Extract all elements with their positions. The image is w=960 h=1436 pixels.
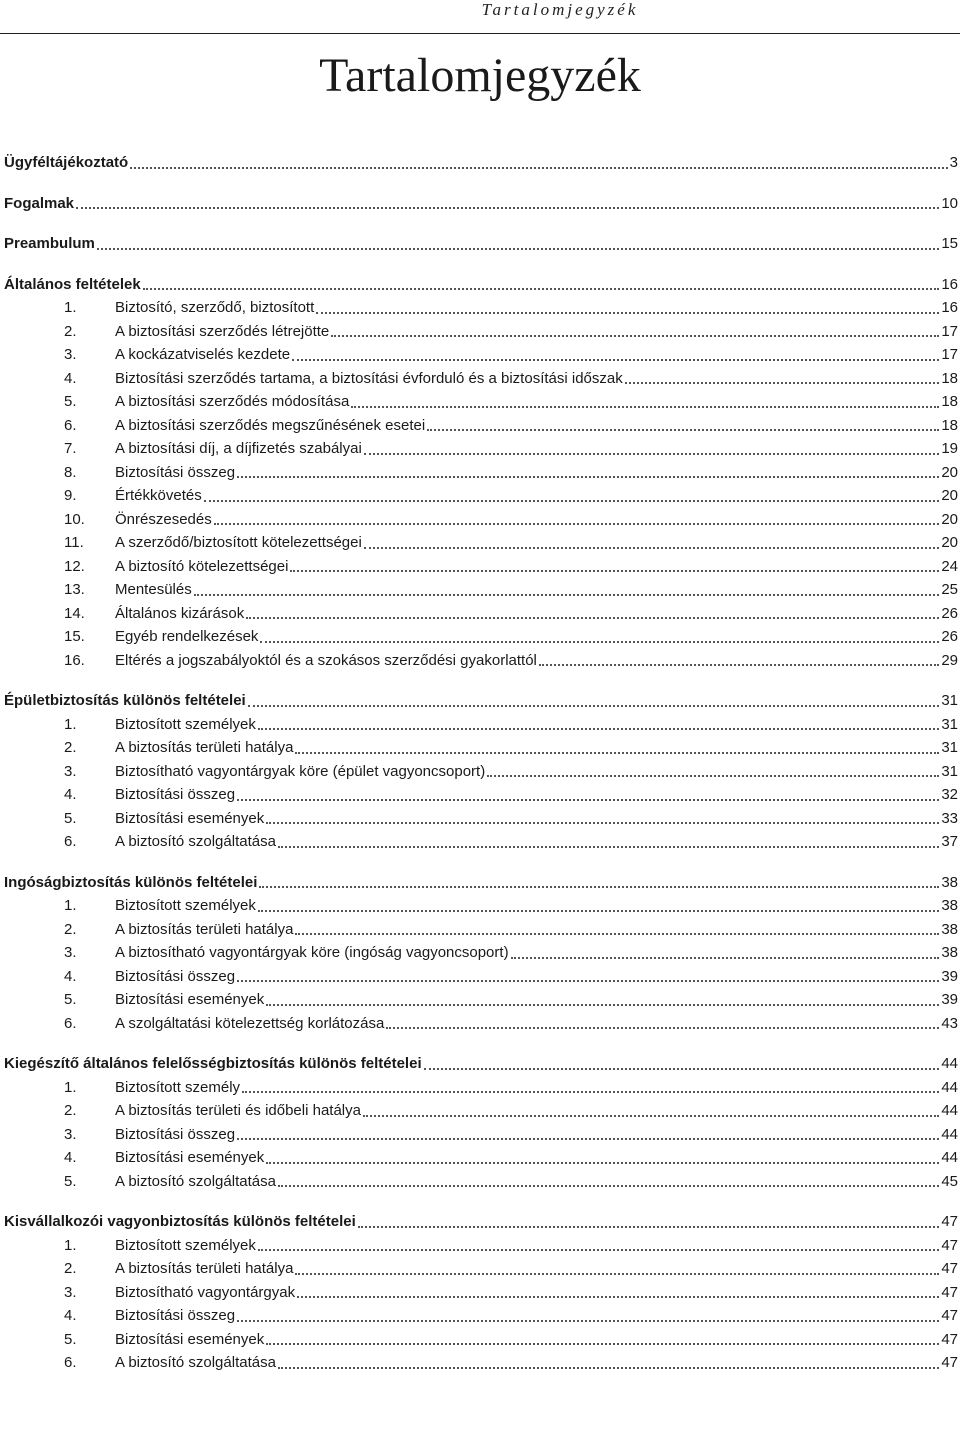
dot-leader	[266, 1004, 939, 1006]
toc-page-number: 26	[941, 628, 958, 645]
toc-entry[interactable]	[4, 367, 958, 391]
toc-section	[4, 1052, 958, 1193]
dot-leader	[331, 335, 939, 337]
toc-page-number: 32	[941, 786, 958, 803]
toc-entry-label: A biztosítható vagyontárgyak köre (ingóság vagyoncsoport)	[115, 944, 509, 961]
toc-page-number: 47	[941, 1213, 958, 1230]
toc-page-number: 18	[941, 416, 958, 434]
toc-page-number: 44	[941, 1078, 958, 1096]
toc-entry-number: 4.	[64, 369, 77, 387]
dot-leader	[266, 1343, 939, 1345]
toc-section-title: Általános feltételek	[4, 275, 141, 293]
dot-leader	[258, 910, 939, 912]
toc-entry-number: 6.	[64, 833, 77, 850]
toc-page-number: 38	[941, 920, 958, 938]
toc-page-number: 25	[941, 581, 958, 598]
toc-section	[4, 871, 958, 1036]
dot-leader	[290, 570, 939, 572]
toc-page-number: 44	[941, 1102, 958, 1119]
toc-entry[interactable]	[4, 531, 958, 555]
toc-entry-label: A biztosítási szerződés megszűnésének esetei	[115, 416, 426, 434]
dot-leader	[364, 453, 940, 455]
toc-entry-number: 5.	[64, 393, 77, 410]
dot-leader	[258, 728, 939, 730]
toc-page-number: 31	[941, 692, 958, 709]
running-header-title: Tartalomjegyzék	[481, 0, 639, 19]
toc-section-heading[interactable]	[4, 151, 958, 175]
toc-page-number: 45	[941, 1172, 958, 1190]
toc-page-number: 43	[941, 1014, 958, 1032]
toc-entry[interactable]	[4, 343, 958, 367]
toc-section-heading[interactable]	[4, 1210, 958, 1234]
toc-entry[interactable]	[4, 1281, 958, 1305]
toc-entry-label: A biztosítási szerződés módosítása	[115, 393, 350, 410]
dot-leader	[194, 594, 940, 596]
toc-entry-label: Biztosítási események	[115, 991, 265, 1008]
toc-entry[interactable]	[4, 830, 958, 854]
toc-entry-number: 2.	[64, 1260, 77, 1277]
toc-entry-number: 1.	[64, 1236, 77, 1254]
toc-section	[4, 151, 958, 175]
toc-entry[interactable]	[4, 783, 958, 807]
toc-page-number: 16	[941, 299, 958, 316]
dot-leader	[204, 500, 940, 502]
toc-page-number: 44	[941, 1149, 958, 1166]
running-header	[0, 0, 960, 34]
toc-entry[interactable]	[4, 602, 958, 626]
toc-entry-label: A biztosítási díj, a díjfizetés szabályai	[115, 440, 362, 457]
dot-leader	[266, 822, 939, 824]
toc-page-number: 38	[941, 873, 958, 891]
dot-leader	[487, 775, 939, 777]
toc-entry-label: A biztosítás területi és időbeli hatálya	[115, 1102, 361, 1119]
dot-leader	[266, 1162, 939, 1164]
dot-leader	[143, 288, 940, 290]
dot-leader	[295, 1273, 939, 1275]
toc-entry-number: 6.	[64, 1354, 77, 1371]
toc-entry-label: Mentesülés	[115, 581, 192, 598]
dot-leader	[278, 1367, 939, 1369]
toc-entry-label: A biztosító kötelezettségei	[115, 557, 289, 575]
dot-leader	[259, 886, 939, 888]
toc-entry-number: 3.	[64, 762, 77, 780]
toc-entry-number: 1.	[64, 1078, 77, 1096]
toc-entry-label: Biztosítható vagyontárgyak köre (épület vagyoncsoport)	[115, 762, 486, 780]
toc-page-number: 24	[941, 557, 958, 575]
toc-entry-number: 5.	[64, 991, 77, 1008]
toc-entry-number: 5.	[64, 809, 77, 827]
toc-entry[interactable]	[4, 1351, 958, 1375]
toc-section	[4, 232, 958, 256]
toc-section-heading[interactable]	[4, 871, 958, 895]
dot-leader	[246, 617, 939, 619]
toc-entry-number: 13.	[64, 581, 85, 598]
toc-entry-number: 4.	[64, 967, 77, 985]
toc-entry[interactable]	[4, 1170, 958, 1194]
dot-leader	[292, 359, 939, 361]
dot-leader	[295, 752, 939, 754]
toc-entry-label: A biztosító szolgáltatása	[115, 833, 276, 850]
toc-entry-number: 3.	[64, 1125, 77, 1143]
dot-leader	[258, 1249, 939, 1251]
toc-entry[interactable]	[4, 941, 958, 965]
toc-entry-label: Biztosító, szerződő, biztosított	[115, 299, 315, 316]
toc-entry[interactable]	[4, 296, 958, 320]
toc-page-number: 47	[941, 1283, 958, 1301]
toc-page-number: 44	[941, 1055, 958, 1072]
toc-entry-number: 5.	[64, 1172, 77, 1190]
toc-entry-label: A kockázatviselés kezdete	[115, 346, 291, 363]
toc-entry-number: 5.	[64, 1330, 77, 1348]
toc-entry-label: Biztosítási események	[115, 1330, 265, 1348]
toc-entry-label: A biztosítási szerződés létrejötte	[115, 322, 330, 340]
toc-entry-label: Biztosítási összeg	[115, 1307, 236, 1324]
dot-leader	[260, 641, 939, 643]
toc-entry[interactable]	[4, 713, 958, 737]
toc-entry[interactable]	[4, 390, 958, 414]
toc-page-number: 20	[941, 487, 958, 504]
toc-page-number: 26	[941, 604, 958, 622]
toc-section	[4, 192, 958, 216]
toc-section-heading[interactable]	[4, 192, 958, 216]
dot-leader	[511, 957, 940, 959]
dot-leader	[351, 406, 939, 408]
toc-entry-number: 6.	[64, 416, 77, 434]
toc-page-number: 33	[941, 809, 958, 827]
dot-leader	[295, 933, 939, 935]
toc-section	[4, 689, 958, 854]
toc-entry-number: 2.	[64, 1102, 77, 1119]
toc-entry-label: Eltérés a jogszabályoktól és a szokásos szerződési gyakorlattól	[115, 651, 537, 669]
dot-leader	[363, 1115, 939, 1117]
toc-entry-number: 1.	[64, 299, 77, 316]
toc-entry[interactable]	[4, 1234, 958, 1258]
dot-leader	[237, 1320, 939, 1322]
toc-entry-number: 12.	[64, 557, 85, 575]
toc-page-number: 39	[941, 991, 958, 1008]
toc-page-number: 20	[941, 463, 958, 481]
toc-entry-label: Biztosítási események	[115, 1149, 265, 1166]
dot-leader	[237, 476, 939, 478]
toc-page-number: 44	[941, 1125, 958, 1143]
toc-entry[interactable]	[4, 414, 958, 438]
toc-entry-label: Biztosítási események	[115, 809, 265, 827]
toc-entry-number: 1.	[64, 897, 77, 914]
toc-entry[interactable]	[4, 461, 958, 485]
dot-leader	[358, 1226, 940, 1228]
dot-leader	[242, 1091, 939, 1093]
toc-page-number: 31	[941, 762, 958, 780]
toc-page-number: 29	[941, 651, 958, 669]
toc-page-number: 20	[941, 510, 958, 528]
toc-entry-number: 6.	[64, 1014, 77, 1032]
toc-entry[interactable]	[4, 1146, 958, 1170]
toc-entry-number: 2.	[64, 322, 77, 340]
toc-section-title: Fogalmak	[4, 194, 75, 212]
toc-entry-label: Biztosított személyek	[115, 897, 256, 914]
toc-page-number: 20	[941, 534, 958, 551]
toc-entry[interactable]	[4, 1012, 958, 1036]
toc-section-heading[interactable]	[4, 1052, 958, 1076]
toc-page-number: 47	[941, 1260, 958, 1277]
dot-leader	[424, 1068, 940, 1070]
dot-leader	[539, 664, 939, 666]
table-of-contents	[4, 151, 958, 1392]
toc-entry[interactable]	[4, 1257, 958, 1281]
toc-entry[interactable]	[4, 1099, 958, 1123]
toc-entry-number: 4.	[64, 786, 77, 803]
toc-section-title: Kisvállalkozói vagyonbiztosítás különös feltételei	[4, 1213, 356, 1230]
toc-page-number: 38	[941, 944, 958, 961]
toc-entry-label: A biztosítás területi hatálya	[115, 920, 294, 938]
toc-entry-label: Biztosítási összeg	[115, 786, 236, 803]
toc-page-number: 18	[941, 393, 958, 410]
toc-section-title: Preambulum	[4, 235, 95, 252]
toc-entry-number: 16.	[64, 651, 85, 669]
toc-entry-label: Biztosítási összeg	[115, 967, 236, 985]
dot-leader	[625, 382, 940, 384]
toc-entry-label: Biztosított személyek	[115, 1236, 256, 1254]
toc-entry[interactable]	[4, 320, 958, 344]
toc-entry-label: Biztosítható vagyontárgyak	[115, 1283, 296, 1301]
toc-page-number: 31	[941, 715, 958, 733]
toc-entry-label: Biztosított személyek	[115, 715, 256, 733]
toc-entry-number: 8.	[64, 463, 77, 481]
dot-leader	[237, 980, 939, 982]
toc-entry-label: A biztosító szolgáltatása	[115, 1354, 276, 1371]
toc-entry-number: 7.	[64, 440, 77, 457]
toc-section-title: Ügyféltájékoztató	[4, 154, 129, 171]
toc-entry-number: 1.	[64, 715, 77, 733]
toc-entry[interactable]	[4, 508, 958, 532]
toc-entry-label: Általános kizárások	[115, 604, 245, 622]
toc-section	[4, 273, 958, 673]
toc-entry-label: Egyéb rendelkezések	[115, 628, 259, 645]
toc-entry[interactable]	[4, 649, 958, 673]
toc-entry-label: Biztosítási összeg	[115, 1125, 236, 1143]
toc-entry-number: 2.	[64, 920, 77, 938]
toc-entry-label: Biztosított személy	[115, 1078, 241, 1096]
toc-entry-label: A biztosítás területi hatálya	[115, 739, 294, 756]
toc-entry[interactable]	[4, 437, 958, 461]
toc-entry[interactable]	[4, 625, 958, 649]
toc-entry-number: 3.	[64, 944, 77, 961]
dot-leader	[130, 167, 947, 169]
toc-entry-label: A biztosítás területi hatálya	[115, 1260, 294, 1277]
toc-page-number: 39	[941, 967, 958, 985]
toc-entry[interactable]	[4, 578, 958, 602]
toc-page-number: 47	[941, 1236, 958, 1254]
toc-section-heading[interactable]	[4, 689, 958, 713]
toc-entry[interactable]	[4, 1304, 958, 1328]
dot-leader	[364, 547, 940, 549]
toc-entry-label: Önrészesedés	[115, 510, 212, 528]
toc-entry[interactable]	[4, 988, 958, 1012]
toc-entry[interactable]	[4, 736, 958, 760]
toc-entry[interactable]	[4, 555, 958, 579]
toc-entry[interactable]	[4, 1123, 958, 1147]
toc-page-number: 47	[941, 1354, 958, 1371]
toc-entry[interactable]	[4, 1328, 958, 1352]
toc-page-number: 15	[941, 235, 958, 252]
toc-page-number: 47	[941, 1330, 958, 1348]
toc-page-number: 17	[941, 322, 958, 340]
toc-entry[interactable]	[4, 894, 958, 918]
toc-entry-number: 15.	[64, 628, 85, 645]
toc-entry-number: 3.	[64, 1283, 77, 1301]
dot-leader	[76, 207, 939, 209]
dot-leader	[214, 523, 940, 525]
dot-leader	[237, 1138, 939, 1140]
dot-leader	[427, 429, 939, 431]
dot-leader	[386, 1027, 939, 1029]
toc-page-number: 38	[941, 897, 958, 914]
toc-page-number: 47	[941, 1307, 958, 1324]
toc-entry-label: Biztosítási szerződés tartama, a biztosítási évforduló és a biztosítási időszak	[115, 369, 623, 387]
toc-entry[interactable]	[4, 484, 958, 508]
toc-section-heading[interactable]	[4, 273, 958, 297]
toc-section-title: Ingóságbiztosítás különös feltételei	[4, 873, 258, 891]
toc-page-number: 17	[941, 346, 958, 363]
toc-entry-number: 3.	[64, 346, 77, 363]
toc-entry-number: 4.	[64, 1149, 77, 1166]
toc-entry-label: Biztosítási összeg	[115, 463, 236, 481]
dot-leader	[278, 846, 939, 848]
toc-entry-label: Értékkövetés	[115, 487, 202, 504]
dot-leader	[248, 705, 940, 707]
toc-entry[interactable]	[4, 807, 958, 831]
dot-leader	[97, 248, 939, 250]
toc-entry-number: 11.	[64, 534, 84, 551]
toc-page-number: 37	[941, 833, 958, 850]
toc-entry-label: A szerződő/biztosított kötelezettségei	[115, 534, 362, 551]
toc-entry[interactable]	[4, 760, 958, 784]
toc-section-title: Kiegészítő általános felelősségbiztosítás különös feltételei	[4, 1055, 422, 1072]
dot-leader	[237, 799, 939, 801]
toc-entry-number: 2.	[64, 739, 77, 756]
toc-page-number: 31	[941, 739, 958, 756]
toc-entry[interactable]	[4, 918, 958, 942]
dot-leader	[297, 1296, 939, 1298]
toc-page-number: 10	[941, 194, 958, 212]
toc-page-number: 19	[941, 440, 958, 457]
toc-entry-number: 14.	[64, 604, 85, 622]
toc-entry-number: 4.	[64, 1307, 77, 1324]
toc-entry[interactable]	[4, 965, 958, 989]
toc-page-number: 3	[949, 154, 958, 171]
toc-entry-label: A szolgáltatási kötelezettség korlátozása	[115, 1014, 385, 1032]
toc-entry[interactable]	[4, 1076, 958, 1100]
toc-entry-number: 10.	[64, 510, 85, 528]
toc-entry-label: A biztosító szolgáltatása	[115, 1172, 276, 1190]
toc-entry-number: 9.	[64, 487, 77, 504]
toc-page-number: 16	[941, 275, 958, 293]
toc-section	[4, 1210, 958, 1375]
toc-page-number: 18	[941, 369, 958, 387]
toc-section-title: Épületbiztosítás különös feltételei	[4, 692, 246, 709]
dot-leader	[316, 312, 939, 314]
page-title: Tartalomjegyzék	[319, 49, 641, 102]
dot-leader	[278, 1185, 939, 1187]
toc-section-heading[interactable]	[4, 232, 958, 256]
